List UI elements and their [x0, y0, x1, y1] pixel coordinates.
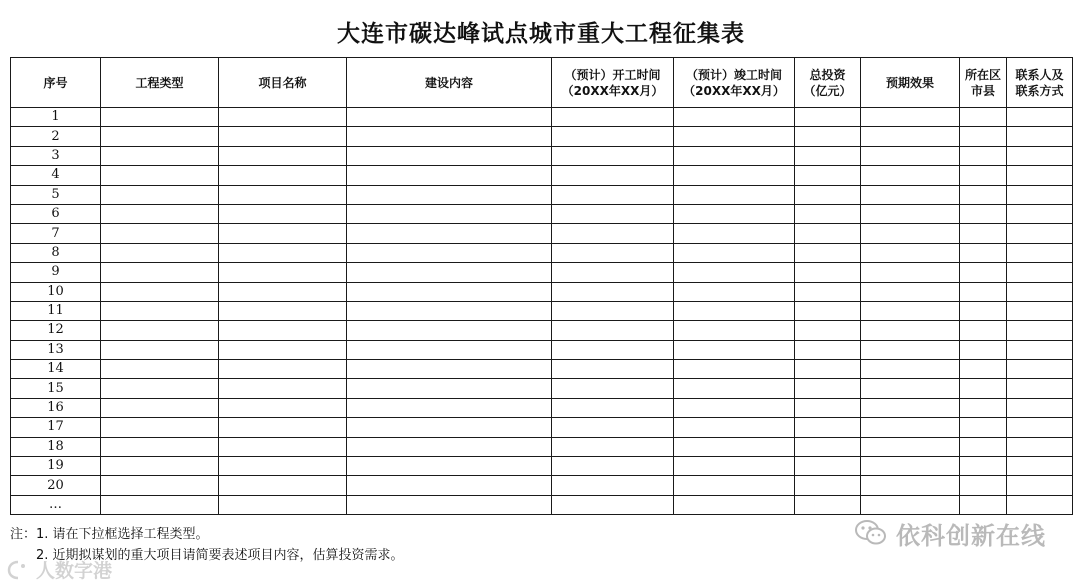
- cell-investment: [795, 127, 861, 146]
- cell-investment: [795, 340, 861, 359]
- cell-district: [960, 243, 1007, 262]
- cell-start: [552, 127, 674, 146]
- cell-effect: [861, 398, 960, 417]
- cell-investment: [795, 398, 861, 417]
- cell-contact: [1007, 204, 1073, 223]
- cell-type: [101, 146, 219, 165]
- table-row: [11, 301, 1073, 320]
- cell-investment: [795, 204, 861, 223]
- cell-content: [347, 224, 552, 243]
- cell-content: [347, 379, 552, 398]
- cell-district: [960, 321, 1007, 340]
- cell-investment: [795, 495, 861, 514]
- cell-type: [101, 243, 219, 262]
- cell-content: [347, 340, 552, 359]
- watermark: [854, 516, 1046, 550]
- cell-effect: [861, 301, 960, 320]
- cell-finish: [674, 476, 795, 495]
- cell-effect: [861, 185, 960, 204]
- cell-district: [960, 495, 1007, 514]
- table-row: [11, 360, 1073, 379]
- note-line-1: 注：1. 请在下拉框选择工程类型。: [10, 527, 209, 542]
- collection-table: [10, 57, 1073, 515]
- cell-investment: [795, 224, 861, 243]
- table-row: [11, 204, 1073, 223]
- cell-district: [960, 204, 1007, 223]
- watermark-text: 依科创新在线: [896, 521, 1046, 550]
- cell-content: [347, 360, 552, 379]
- cell-district: [960, 263, 1007, 282]
- table-row: [11, 379, 1073, 398]
- cell-content: [347, 166, 552, 185]
- cell-finish: [674, 321, 795, 340]
- row-seq-number: 17: [11, 418, 101, 437]
- table-row: [11, 476, 1073, 495]
- row-seq-number: 3: [11, 146, 101, 165]
- cell-type: [101, 127, 219, 146]
- cell-contact: [1007, 282, 1073, 301]
- cell-type: [101, 166, 219, 185]
- cell-name: [219, 204, 347, 223]
- row-seq-number: …: [11, 495, 101, 514]
- cell-start: [552, 321, 674, 340]
- cell-effect: [861, 360, 960, 379]
- row-seq-number: 18: [11, 437, 101, 456]
- cell-start: [552, 418, 674, 437]
- cell-content: [347, 263, 552, 282]
- cell-effect: [861, 204, 960, 223]
- col-header-investment: 总投资 （亿元）: [795, 58, 861, 108]
- table-row: [11, 224, 1073, 243]
- cell-name: [219, 418, 347, 437]
- cell-finish: [674, 437, 795, 456]
- cell-investment: [795, 360, 861, 379]
- cell-contact: [1007, 301, 1073, 320]
- cell-finish: [674, 263, 795, 282]
- row-seq-number: 4: [11, 166, 101, 185]
- row-seq-number: 2: [11, 127, 101, 146]
- cell-contact: [1007, 495, 1073, 514]
- cell-district: [960, 108, 1007, 127]
- cell-start: [552, 185, 674, 204]
- cell-investment: [795, 263, 861, 282]
- table-row: [11, 398, 1073, 417]
- cell-district: [960, 146, 1007, 165]
- cell-effect: [861, 457, 960, 476]
- form-title: 大连市碳达峰试点城市重大工程征集表: [337, 21, 745, 47]
- cell-type: [101, 495, 219, 514]
- wechat-icon: [854, 518, 888, 548]
- cell-start: [552, 340, 674, 359]
- table-row: [11, 185, 1073, 204]
- cell-investment: [795, 146, 861, 165]
- cell-content: [347, 204, 552, 223]
- cell-name: [219, 340, 347, 359]
- cell-investment: [795, 379, 861, 398]
- cell-contact: [1007, 224, 1073, 243]
- cell-start: [552, 146, 674, 165]
- cell-name: [219, 360, 347, 379]
- col-header-seq: 序号: [11, 58, 101, 108]
- cell-contact: [1007, 263, 1073, 282]
- cell-type: [101, 360, 219, 379]
- logo-icon: [6, 560, 30, 580]
- cell-name: [219, 146, 347, 165]
- cell-type: [101, 321, 219, 340]
- cell-investment: [795, 185, 861, 204]
- cell-investment: [795, 457, 861, 476]
- cell-contact: [1007, 127, 1073, 146]
- cell-contact: [1007, 437, 1073, 456]
- table-row: [11, 263, 1073, 282]
- cell-effect: [861, 321, 960, 340]
- cell-contact: [1007, 146, 1073, 165]
- cell-type: [101, 418, 219, 437]
- table-row: [11, 418, 1073, 437]
- row-seq-number: 10: [11, 282, 101, 301]
- col-header-name: 项目名称: [219, 58, 347, 108]
- cell-finish: [674, 340, 795, 359]
- cell-type: [101, 457, 219, 476]
- col-header-effect: 预期效果: [861, 58, 960, 108]
- cell-finish: [674, 457, 795, 476]
- cell-name: [219, 263, 347, 282]
- table-row: [11, 127, 1073, 146]
- cell-district: [960, 360, 1007, 379]
- cell-contact: [1007, 321, 1073, 340]
- cell-content: [347, 127, 552, 146]
- cell-finish: [674, 127, 795, 146]
- cell-district: [960, 457, 1007, 476]
- col-header-district: 所在区 市县: [960, 58, 1007, 108]
- cell-contact: [1007, 457, 1073, 476]
- cell-finish: [674, 146, 795, 165]
- row-seq-number: 13: [11, 340, 101, 359]
- cell-finish: [674, 108, 795, 127]
- cell-district: [960, 127, 1007, 146]
- table-row: [11, 457, 1073, 476]
- cell-investment: [795, 301, 861, 320]
- bottom-watermark-text: 人数字港: [36, 560, 113, 582]
- cell-investment: [795, 166, 861, 185]
- cell-type: [101, 204, 219, 223]
- col-header-contact: 联系人及 联系方式: [1007, 58, 1073, 108]
- cell-type: [101, 379, 219, 398]
- cell-name: [219, 108, 347, 127]
- table-row: [11, 437, 1073, 456]
- cell-contact: [1007, 243, 1073, 262]
- cell-type: [101, 185, 219, 204]
- col-header-type: 工程类型: [101, 58, 219, 108]
- cell-name: [219, 437, 347, 456]
- table-row: [11, 340, 1073, 359]
- cell-content: [347, 108, 552, 127]
- cell-name: [219, 495, 347, 514]
- cell-district: [960, 282, 1007, 301]
- cell-type: [101, 282, 219, 301]
- cell-district: [960, 166, 1007, 185]
- cell-name: [219, 476, 347, 495]
- cell-contact: [1007, 379, 1073, 398]
- cell-contact: [1007, 340, 1073, 359]
- cell-finish: [674, 243, 795, 262]
- cell-start: [552, 224, 674, 243]
- cell-start: [552, 379, 674, 398]
- cell-name: [219, 185, 347, 204]
- cell-finish: [674, 204, 795, 223]
- cell-name: [219, 282, 347, 301]
- row-seq-number: 12: [11, 321, 101, 340]
- row-seq-number: 14: [11, 360, 101, 379]
- cell-investment: [795, 282, 861, 301]
- cell-name: [219, 457, 347, 476]
- cell-start: [552, 301, 674, 320]
- cell-content: [347, 321, 552, 340]
- cell-effect: [861, 127, 960, 146]
- cell-content: [347, 146, 552, 165]
- cell-content: [347, 476, 552, 495]
- cell-start: [552, 204, 674, 223]
- cell-start: [552, 263, 674, 282]
- cell-content: [347, 437, 552, 456]
- cell-start: [552, 476, 674, 495]
- row-seq-number: 11: [11, 301, 101, 320]
- cell-contact: [1007, 418, 1073, 437]
- cell-finish: [674, 398, 795, 417]
- cell-district: [960, 476, 1007, 495]
- cell-type: [101, 340, 219, 359]
- cell-type: [101, 301, 219, 320]
- cell-name: [219, 321, 347, 340]
- cell-name: [219, 127, 347, 146]
- cell-contact: [1007, 360, 1073, 379]
- cell-type: [101, 224, 219, 243]
- cell-finish: [674, 495, 795, 514]
- cell-name: [219, 379, 347, 398]
- cell-effect: [861, 263, 960, 282]
- cell-finish: [674, 360, 795, 379]
- cell-effect: [861, 146, 960, 165]
- cell-contact: [1007, 398, 1073, 417]
- col-header-content: 建设内容: [347, 58, 552, 108]
- cell-investment: [795, 243, 861, 262]
- table-row: [11, 166, 1073, 185]
- cell-district: [960, 437, 1007, 456]
- row-seq-number: 7: [11, 224, 101, 243]
- cell-type: [101, 108, 219, 127]
- table-body: [11, 108, 1073, 515]
- cell-finish: [674, 166, 795, 185]
- cell-start: [552, 108, 674, 127]
- cell-start: [552, 457, 674, 476]
- cell-effect: [861, 379, 960, 398]
- cell-content: [347, 398, 552, 417]
- cell-type: [101, 398, 219, 417]
- cell-type: [101, 437, 219, 456]
- cell-district: [960, 224, 1007, 243]
- header-row: [11, 58, 1073, 108]
- row-seq-number: 1: [11, 108, 101, 127]
- cell-finish: [674, 301, 795, 320]
- cell-effect: [861, 282, 960, 301]
- cell-content: [347, 185, 552, 204]
- cell-type: [101, 476, 219, 495]
- cell-start: [552, 398, 674, 417]
- row-seq-number: 15: [11, 379, 101, 398]
- cell-district: [960, 418, 1007, 437]
- row-seq-number: 5: [11, 185, 101, 204]
- cell-district: [960, 301, 1007, 320]
- table-row: [11, 243, 1073, 262]
- row-seq-number: 9: [11, 263, 101, 282]
- cell-type: [101, 263, 219, 282]
- cell-finish: [674, 282, 795, 301]
- bottom-watermark: [6, 556, 112, 583]
- cell-start: [552, 360, 674, 379]
- cell-effect: [861, 495, 960, 514]
- table-row: [11, 282, 1073, 301]
- table-row: [11, 495, 1073, 514]
- col-header-start: （预计）开工时间 （20XX年XX月）: [552, 58, 674, 108]
- cell-effect: [861, 166, 960, 185]
- note-line-2: 2. 近期拟谋划的重大项目请简要表述项目内容，估算投资需求。: [36, 548, 404, 563]
- cell-effect: [861, 224, 960, 243]
- cell-investment: [795, 321, 861, 340]
- cell-name: [219, 243, 347, 262]
- row-seq-number: 20: [11, 476, 101, 495]
- cell-content: [347, 301, 552, 320]
- cell-start: [552, 243, 674, 262]
- cell-content: [347, 457, 552, 476]
- table-row: [11, 321, 1073, 340]
- cell-contact: [1007, 108, 1073, 127]
- row-seq-number: 19: [11, 457, 101, 476]
- cell-district: [960, 398, 1007, 417]
- cell-name: [219, 398, 347, 417]
- cell-effect: [861, 243, 960, 262]
- cell-finish: [674, 379, 795, 398]
- col-header-finish: （预计）竣工时间 （20XX年XX月）: [674, 58, 795, 108]
- cell-finish: [674, 224, 795, 243]
- cell-contact: [1007, 476, 1073, 495]
- cell-investment: [795, 108, 861, 127]
- cell-district: [960, 340, 1007, 359]
- cell-investment: [795, 437, 861, 456]
- cell-effect: [861, 418, 960, 437]
- cell-name: [219, 166, 347, 185]
- cell-content: [347, 418, 552, 437]
- cell-content: [347, 282, 552, 301]
- cell-name: [219, 224, 347, 243]
- cell-effect: [861, 108, 960, 127]
- cell-effect: [861, 340, 960, 359]
- cell-content: [347, 243, 552, 262]
- cell-name: [219, 301, 347, 320]
- cell-start: [552, 437, 674, 456]
- cell-district: [960, 185, 1007, 204]
- cell-investment: [795, 476, 861, 495]
- cell-start: [552, 282, 674, 301]
- cell-effect: [861, 476, 960, 495]
- row-seq-number: 6: [11, 204, 101, 223]
- cell-start: [552, 495, 674, 514]
- cell-finish: [674, 185, 795, 204]
- cell-contact: [1007, 166, 1073, 185]
- cell-finish: [674, 418, 795, 437]
- cell-content: [347, 495, 552, 514]
- row-seq-number: 8: [11, 243, 101, 262]
- cell-contact: [1007, 185, 1073, 204]
- cell-district: [960, 379, 1007, 398]
- table-row: [11, 146, 1073, 165]
- table-row: [11, 108, 1073, 127]
- cell-start: [552, 166, 674, 185]
- row-seq-number: 16: [11, 398, 101, 417]
- cell-investment: [795, 418, 861, 437]
- cell-effect: [861, 437, 960, 456]
